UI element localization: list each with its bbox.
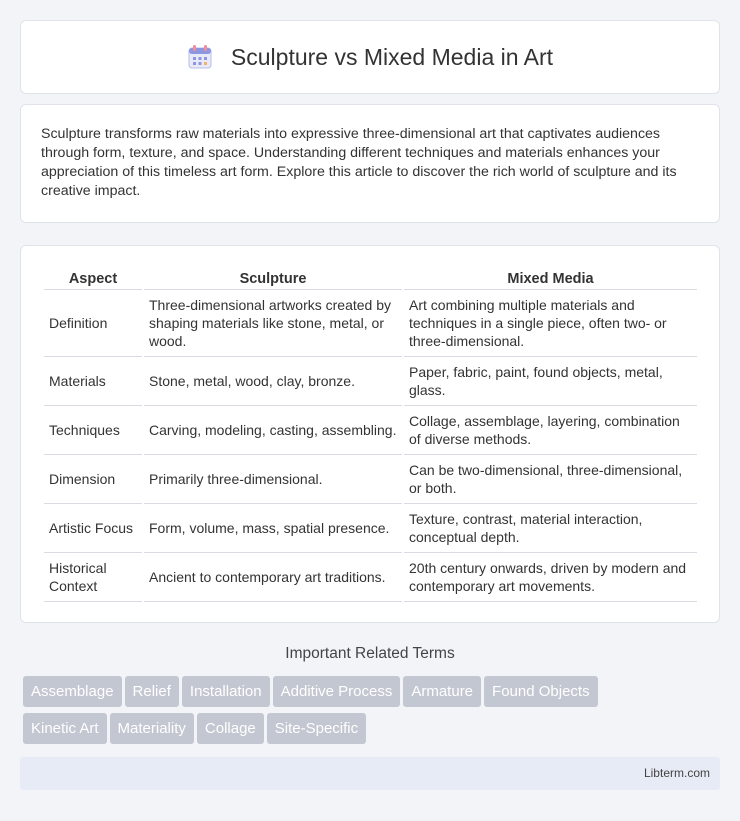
- calendar-icon: [187, 44, 213, 70]
- table-row: [44, 555, 697, 602]
- related-terms-title: Important Related Terms: [285, 645, 455, 662]
- cell-mixed-media: Collage, assemblage, layering, combination of diverse methods.: [404, 408, 697, 455]
- tag-assemblage[interactable]: Assemblage: [23, 676, 122, 707]
- header-mixed-media: Mixed Media: [404, 268, 697, 290]
- tag-found-objects[interactable]: Found Objects: [484, 676, 598, 707]
- table-row: [44, 359, 697, 406]
- cell-sculpture: Form, volume, mass, spatial presence.: [144, 506, 402, 553]
- cell-aspect: Historical Context: [44, 555, 142, 602]
- tag-additive-process[interactable]: Additive Process: [273, 676, 401, 707]
- table-row: [44, 408, 697, 455]
- cell-sculpture: Primarily three-dimensional.: [144, 457, 402, 504]
- footer: [20, 757, 720, 790]
- table-header-row: [44, 268, 697, 290]
- cell-mixed-media: 20th century onwards, driven by modern and contemporary art movements.: [404, 555, 697, 602]
- cell-mixed-media: Can be two-dimensional, three-dimensional, or both.: [404, 457, 697, 504]
- tag-relief[interactable]: Relief: [125, 676, 179, 707]
- cell-sculpture: Three-dimensional artworks created by shaping materials like stone, metal, or wood.: [144, 292, 402, 357]
- tag-installation[interactable]: Installation: [182, 676, 270, 707]
- cell-aspect: Materials: [44, 359, 142, 406]
- tag-collage[interactable]: Collage: [197, 713, 264, 744]
- tag-site-specific[interactable]: Site-Specific: [267, 713, 366, 744]
- cell-aspect: Artistic Focus: [44, 506, 142, 553]
- intro-card: [20, 104, 720, 223]
- cell-aspect: Dimension: [44, 457, 142, 504]
- page-title: Sculpture vs Mixed Media in Art: [230, 43, 554, 70]
- cell-sculpture: Ancient to contemporary art traditions.: [144, 555, 402, 602]
- comparison-card: [20, 245, 720, 623]
- header-aspect: Aspect: [44, 268, 142, 290]
- cell-aspect: Techniques: [44, 408, 142, 455]
- related-terms-tags: [23, 676, 723, 750]
- cell-sculpture: Stone, metal, wood, clay, bronze.: [144, 359, 402, 406]
- tag-kinetic-art[interactable]: Kinetic Art: [23, 713, 107, 744]
- comparison-table: [42, 266, 699, 604]
- cell-mixed-media: Paper, fabric, paint, found objects, metal, glass.: [404, 359, 697, 406]
- title-card: [20, 20, 720, 94]
- tag-armature[interactable]: Armature: [403, 676, 481, 707]
- header-sculpture: Sculpture: [144, 268, 402, 290]
- table-row: [44, 292, 697, 357]
- cell-mixed-media: Texture, contrast, material interaction, conceptual depth.: [404, 506, 697, 553]
- cell-mixed-media: Art combining multiple materials and techniques in a single piece, often two- or three-dimensional.: [404, 292, 697, 357]
- cell-sculpture: Carving, modeling, casting, assembling.: [144, 408, 402, 455]
- tag-materiality[interactable]: Materiality: [110, 713, 194, 744]
- table-row: [44, 457, 697, 504]
- table-row: [44, 506, 697, 553]
- cell-aspect: Definition: [44, 292, 142, 357]
- footer-brand-link[interactable]: Libterm.com: [643, 766, 710, 780]
- intro-text: Sculpture transforms raw materials into expressive three-dimensional art that captivates audiences through form, texture, and space. Understanding different techniques and materials enhances your appreciation of this timeless art form. Explore this article to discover the rich world of sculpture and its creative impact.: [41, 126, 677, 199]
